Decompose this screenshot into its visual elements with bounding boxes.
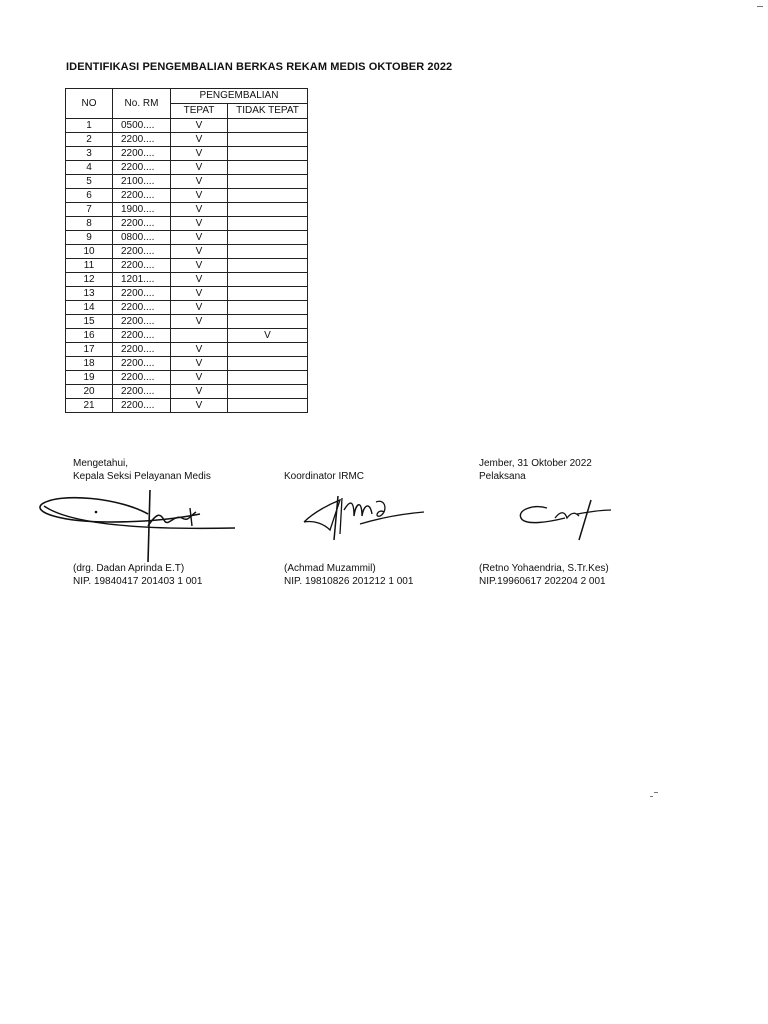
table-row [66, 385, 308, 399]
cell-no: 12 [66, 273, 113, 287]
cell-rm: 2200.... [113, 259, 171, 273]
cell-no: 19 [66, 371, 113, 385]
cell-tepat [171, 329, 228, 343]
cell-rm: 2200.... [113, 161, 171, 175]
cell-rm: 2200.... [113, 245, 171, 259]
cell-tepat: V [171, 217, 228, 231]
cell-rm: 2200.... [113, 133, 171, 147]
right-nip: NIP.19960617 202204 2 001 [479, 576, 606, 587]
cell-tidak-tepat: V [228, 329, 308, 343]
middle-line2: Koordinator IRMC [284, 471, 365, 482]
cell-no: 1 [66, 119, 113, 133]
table-row [66, 161, 308, 175]
scan-speck [654, 792, 658, 793]
table-row [66, 133, 308, 147]
cell-tidak-tepat [228, 315, 308, 329]
cell-tidak-tepat [228, 147, 308, 161]
cell-tepat: V [171, 175, 228, 189]
cell-no: 6 [66, 189, 113, 203]
cell-no: 13 [66, 287, 113, 301]
cell-tepat: V [171, 189, 228, 203]
cell-tidak-tepat [228, 231, 308, 245]
header-pengembalian: PENGEMBALIAN [171, 89, 308, 104]
cell-rm: 2200.... [113, 287, 171, 301]
table-row [66, 371, 308, 385]
cell-tepat: V [171, 357, 228, 371]
cell-tepat: V [171, 343, 228, 357]
cell-no: 18 [66, 357, 113, 371]
cell-tepat: V [171, 315, 228, 329]
cell-rm: 2200.... [113, 301, 171, 315]
table-row [66, 119, 308, 133]
table-row [66, 259, 308, 273]
cell-tidak-tepat [228, 259, 308, 273]
cell-tidak-tepat [228, 371, 308, 385]
cell-rm: 2200.... [113, 385, 171, 399]
left-line1: Mengetahui, [73, 458, 129, 469]
cell-no: 9 [66, 231, 113, 245]
cell-no: 5 [66, 175, 113, 189]
header-tidak-tepat: TIDAK TEPAT [228, 104, 308, 119]
cell-no: 11 [66, 259, 113, 273]
cell-tepat: V [171, 385, 228, 399]
cell-no: 16 [66, 329, 113, 343]
cell-tidak-tepat [228, 189, 308, 203]
cell-tepat: V [171, 231, 228, 245]
right-line1: Jember, 31 Oktober 2022 [479, 458, 592, 469]
left-signature [30, 484, 250, 564]
cell-tepat: V [171, 203, 228, 217]
cell-tidak-tepat [228, 119, 308, 133]
cell-tepat: V [171, 301, 228, 315]
table-row [66, 357, 308, 371]
cell-tepat: V [171, 161, 228, 175]
cell-rm: 2200.... [113, 371, 171, 385]
cell-tepat: V [171, 399, 228, 413]
cell-no: 14 [66, 301, 113, 315]
cell-tidak-tepat [228, 357, 308, 371]
left-line2: Kepala Seksi Pelayanan Medis [73, 471, 211, 482]
cell-no: 2 [66, 133, 113, 147]
cell-tepat: V [171, 133, 228, 147]
cell-no: 8 [66, 217, 113, 231]
cell-tidak-tepat [228, 161, 308, 175]
table-row [66, 343, 308, 357]
right-signature [515, 496, 615, 546]
cell-tidak-tepat [228, 287, 308, 301]
table-row [66, 189, 308, 203]
header-rm: No. RM [113, 89, 171, 119]
cell-tepat: V [171, 273, 228, 287]
cell-no: 4 [66, 161, 113, 175]
cell-no: 7 [66, 203, 113, 217]
cell-rm: 2200.... [113, 217, 171, 231]
cell-tidak-tepat [228, 273, 308, 287]
cell-rm: 2200.... [113, 399, 171, 413]
cell-tidak-tepat [228, 245, 308, 259]
right-name: (Retno Yohaendria, S.Tr.Kes) [479, 563, 609, 574]
header-tepat: TEPAT [171, 104, 228, 119]
cell-tidak-tepat [228, 133, 308, 147]
table-row [66, 287, 308, 301]
cell-no: 21 [66, 399, 113, 413]
left-nip: NIP. 19840417 201403 1 001 [73, 576, 203, 587]
cell-rm: 2200.... [113, 329, 171, 343]
cell-rm: 2200.... [113, 357, 171, 371]
cell-tepat: V [171, 287, 228, 301]
cell-rm: 2200.... [113, 147, 171, 161]
cell-tidak-tepat [228, 385, 308, 399]
table-row [66, 399, 308, 413]
scan-speck [650, 796, 653, 797]
middle-signature [300, 490, 430, 550]
table-row [66, 315, 308, 329]
table-row [66, 301, 308, 315]
cell-tidak-tepat [228, 301, 308, 315]
table-row [66, 245, 308, 259]
table-body [66, 119, 308, 413]
cell-no: 15 [66, 315, 113, 329]
cell-no: 3 [66, 147, 113, 161]
cell-tepat: V [171, 119, 228, 133]
header-no: NO [66, 89, 113, 119]
table-row [66, 217, 308, 231]
record-table [65, 88, 308, 413]
cell-tidak-tepat [228, 343, 308, 357]
cell-rm: 2200.... [113, 189, 171, 203]
middle-name: (Achmad Muzammil) [284, 563, 376, 574]
cell-rm: 2100.... [113, 175, 171, 189]
left-name: (drg. Dadan Aprinda E.T) [73, 563, 185, 574]
right-line2: Pelaksana [479, 471, 526, 482]
cell-tidak-tepat [228, 217, 308, 231]
cell-rm: 0800.... [113, 231, 171, 245]
table-row [66, 203, 308, 217]
table-row [66, 273, 308, 287]
cell-no: 17 [66, 343, 113, 357]
cell-tepat: V [171, 259, 228, 273]
table-row [66, 231, 308, 245]
cell-tidak-tepat [228, 203, 308, 217]
cell-no: 20 [66, 385, 113, 399]
cell-tepat: V [171, 245, 228, 259]
middle-nip: NIP. 19810826 201212 1 001 [284, 576, 414, 587]
cell-rm: 2200.... [113, 343, 171, 357]
cell-rm: 1201.... [113, 273, 171, 287]
table-row [66, 329, 308, 343]
cell-rm: 1900.... [113, 203, 171, 217]
cell-rm: 0500.... [113, 119, 171, 133]
cell-no: 10 [66, 245, 113, 259]
scan-speck [757, 6, 763, 7]
table-row [66, 175, 308, 189]
cell-tepat: V [171, 371, 228, 385]
cell-tepat: V [171, 147, 228, 161]
cell-tidak-tepat [228, 399, 308, 413]
document-title: IDENTIFIKASI PENGEMBALIAN BERKAS REKAM MEDIS OKTOBER 2022 [66, 61, 453, 73]
cell-rm: 2200.... [113, 315, 171, 329]
cell-tidak-tepat [228, 175, 308, 189]
table-row [66, 147, 308, 161]
